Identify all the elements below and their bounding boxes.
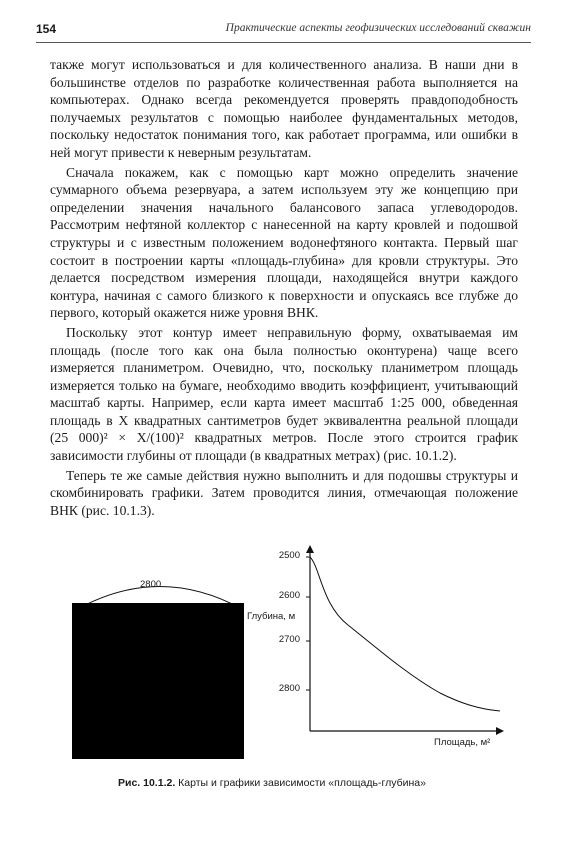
main-text bbox=[50, 56, 518, 521]
caption-number: Рис. 10.1.2. bbox=[118, 777, 176, 789]
running-title: Практические аспекты геофизических исследований скважин bbox=[225, 22, 531, 34]
page-header bbox=[36, 22, 531, 43]
paragraph-2: Сначала покажем, как с помощью карт можно определить значение суммарного объема резервуара, а затем используем эту же концепцию при определении значения начального балансового запаса углеводородов. Рассмотрим нефтяной коллектор с нанесенной на карту кровлей и подошвой структуры и с известным положением водонефтяного контакта. Первый шаг состоит в построении карты «площадь-глубина» для кровли структуры. Это делается посредством измерения площади, находящейся внутри каждого контура, начиная с самого близкого к поверхности и опускаясь все глубже до первого, который окажется ниже уровня ВНК. bbox=[50, 164, 518, 321]
paragraph-1: также могут использоваться и для количественного анализа. В наши дни в большинстве отделов по разработке количественная работа выполняется на компьютерах. Однако всегда рекомендуется проверять правдоподобность получаемых результатов с помощью наиболее фундаментальных методов, поскольку недостаток понимания того, как работает программа, или ошибки в ней могут привести к неверным результатам. bbox=[50, 57, 518, 160]
paragraph-3: Поскольку этот контур имеет неправильную форму, охватываемая им площадь (после того как она была полностью оконтурена) чаще всего измеряется планиметром. Очевидно, что, поскольку планиметром площадь измеряется только на бумаге, необходимо вводить коэффициент, учитывающий масштаб карты. Например, если карта имеет масштаб 1:25 000, обведенная площадь в X квадратных сантиметров будет эквивалентна реальной площади (25 000)² × X/(100)² квадратных метров. После этого строится график зависимости глубины от площади (в квадратных метрах) (рис. 10.1.2). bbox=[50, 324, 518, 464]
paragraph-4: Теперь те же самые действия нужно выполнить и для подошвы структуры и скомбинировать графики. Затем проводится линия, отмечающая положение ВНК (рис. 10.1.3). bbox=[50, 467, 518, 518]
redacted-area bbox=[72, 603, 244, 759]
caption-text: Карты и графики зависимости «площадь-глубина» bbox=[178, 777, 426, 789]
area-depth-curve bbox=[310, 557, 500, 711]
map-contour-label: 2800 bbox=[140, 579, 162, 590]
x-axis-arrow bbox=[496, 727, 504, 735]
y-tick-label: 2700 bbox=[278, 634, 300, 645]
page-number: 154 bbox=[36, 22, 57, 36]
y-axis-label: Глубина, м bbox=[247, 611, 296, 622]
y-axis-arrow bbox=[306, 545, 314, 553]
y-tick-label: 2800 bbox=[278, 683, 300, 694]
x-axis-label: Площадь, м² bbox=[434, 737, 491, 748]
figure-caption bbox=[118, 777, 426, 789]
y-tick-label: 2500 bbox=[278, 550, 300, 561]
figure-10-1-2 bbox=[68, 545, 518, 765]
y-tick-label: 2600 bbox=[278, 590, 300, 601]
